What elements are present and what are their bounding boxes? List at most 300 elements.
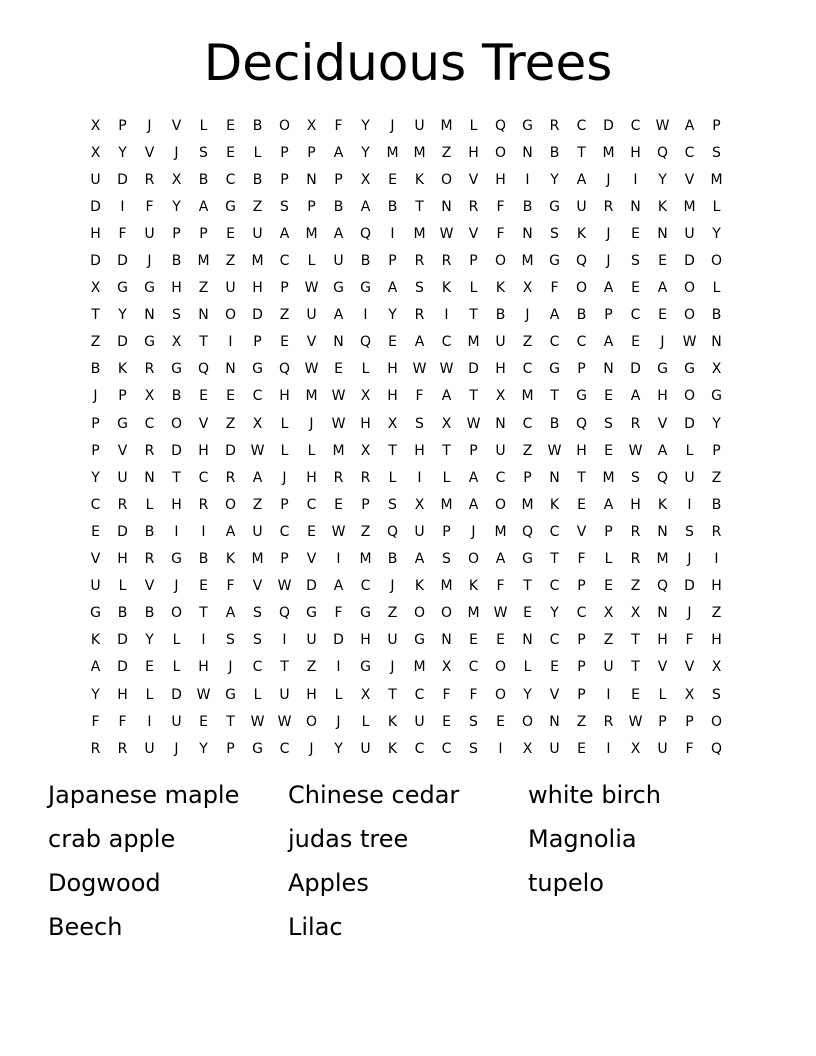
grid-letter: F — [118, 713, 127, 730]
grid-letter: B — [522, 198, 533, 215]
grid-letter: S — [226, 632, 235, 649]
grid-letter: W — [304, 361, 319, 378]
grid-letter: R — [198, 496, 209, 513]
grid-letter: P — [118, 388, 127, 405]
grid-letter: N — [657, 605, 668, 622]
grid-letter: A — [495, 551, 506, 568]
grid-letter: G — [711, 388, 722, 405]
grid-letter: U — [657, 740, 668, 757]
grid-letter: M — [386, 144, 399, 161]
grid-letter: C — [576, 334, 587, 351]
grid-letter: I — [120, 198, 125, 215]
grid-letter: D — [117, 659, 128, 676]
grid-letter: M — [332, 442, 345, 459]
grid-letter: U — [549, 740, 560, 757]
grid-letter: L — [712, 280, 721, 297]
grid-letter: U — [225, 280, 236, 297]
grid-letter: P — [280, 280, 289, 297]
grid-letter: Y — [712, 415, 721, 432]
grid-letter: V — [468, 225, 479, 242]
grid-letter: H — [711, 578, 722, 595]
grid-letter: U — [576, 198, 587, 215]
grid-letter: X — [441, 659, 452, 676]
grid-letter: R — [117, 740, 128, 757]
grid-letter: M — [251, 551, 264, 568]
grid-letter: L — [388, 469, 397, 486]
grid-letter: I — [633, 171, 638, 188]
grid-letter: W — [304, 280, 319, 297]
grid-letter: Q — [278, 361, 291, 378]
grid-letter: Z — [711, 605, 722, 622]
grid-letter: G — [522, 551, 533, 568]
grid-letter: I — [606, 740, 611, 757]
word-list-item: crab apple — [48, 825, 176, 853]
grid-letter: P — [388, 253, 397, 270]
grid-letter: G — [360, 605, 371, 622]
grid-letter: D — [468, 361, 479, 378]
grid-letter: D — [117, 632, 128, 649]
grid-letter: X — [171, 334, 182, 351]
grid-letter: T — [388, 442, 397, 459]
grid-letter: D — [117, 334, 128, 351]
grid-letter: J — [93, 388, 98, 405]
grid-letter: Z — [252, 496, 263, 513]
grid-letter: J — [687, 551, 692, 568]
grid-letter: Y — [118, 144, 127, 161]
grid-letter: Z — [225, 253, 236, 270]
grid-letter: R — [360, 469, 371, 486]
grid-letter: S — [550, 225, 559, 242]
grid-letter: S — [253, 605, 262, 622]
grid-letter: G — [171, 551, 182, 568]
grid-letter: Q — [494, 117, 507, 134]
grid-letter: F — [145, 198, 154, 215]
grid-letter: P — [577, 578, 586, 595]
grid-letter: W — [655, 117, 670, 134]
grid-letter: V — [657, 415, 668, 432]
grid-letter: K — [414, 171, 425, 188]
grid-letter: F — [685, 632, 694, 649]
grid-letter: X — [711, 659, 722, 676]
grid-letter: C — [549, 523, 560, 540]
grid-letter: P — [712, 442, 721, 459]
grid-letter: C — [279, 523, 290, 540]
grid-letter: H — [711, 632, 722, 649]
grid-letter: Q — [359, 225, 372, 242]
grid-letter: J — [390, 659, 395, 676]
grid-letter: W — [493, 605, 508, 622]
grid-letter: P — [280, 171, 289, 188]
grid-row — [82, 600, 730, 627]
grid-letter: I — [390, 225, 395, 242]
grid-letter: Y — [199, 740, 208, 757]
grid-letter: X — [90, 144, 101, 161]
grid-letter: E — [577, 740, 586, 757]
grid-letter: C — [414, 686, 425, 703]
grid-letter: H — [657, 632, 668, 649]
grid-letter: I — [714, 551, 719, 568]
grid-letter: A — [576, 171, 587, 188]
grid-letter: Y — [361, 117, 370, 134]
grid-letter: J — [660, 334, 665, 351]
grid-row — [82, 627, 730, 654]
grid-letter: R — [603, 713, 614, 730]
grid-letter: U — [495, 334, 506, 351]
grid-row — [82, 302, 730, 329]
grid-letter: G — [171, 361, 182, 378]
grid-letter: O — [170, 605, 183, 622]
grid-letter: O — [278, 117, 291, 134]
grid-letter: F — [496, 198, 505, 215]
grid-letter: I — [336, 659, 341, 676]
grid-letter: F — [442, 686, 451, 703]
grid-letter: N — [441, 632, 452, 649]
grid-letter: P — [577, 686, 586, 703]
grid-letter: H — [468, 144, 479, 161]
grid-letter: D — [252, 307, 263, 324]
grid-letter: J — [687, 605, 692, 622]
grid-letter: O — [575, 280, 588, 297]
grid-letter: G — [225, 198, 236, 215]
grid-letter: M — [467, 605, 480, 622]
grid-letter: X — [360, 442, 371, 459]
grid-letter: Y — [388, 307, 397, 324]
grid-letter: H — [495, 361, 506, 378]
grid-letter: J — [309, 740, 314, 757]
grid-row — [82, 112, 730, 139]
grid-letter: H — [657, 388, 668, 405]
grid-letter: A — [360, 198, 371, 215]
grid-letter: D — [684, 415, 695, 432]
grid-letter: R — [711, 523, 722, 540]
grid-letter: L — [253, 144, 262, 161]
grid-letter: U — [387, 632, 398, 649]
grid-letter: U — [252, 523, 263, 540]
grid-letter: E — [280, 334, 289, 351]
grid-letter: P — [442, 523, 451, 540]
grid-letter: C — [225, 171, 236, 188]
grid-letter: Y — [91, 469, 100, 486]
grid-letter: I — [606, 686, 611, 703]
grid-letter: M — [656, 551, 669, 568]
grid-letter: C — [252, 659, 263, 676]
word-list-item: Magnolia — [528, 825, 637, 853]
grid-letter: P — [253, 334, 262, 351]
grid-letter: A — [414, 334, 425, 351]
word-list-item: judas tree — [288, 825, 409, 853]
grid-letter: N — [522, 144, 533, 161]
grid-letter: D — [90, 253, 101, 270]
grid-letter: L — [307, 442, 316, 459]
grid-letter: P — [91, 415, 100, 432]
grid-letter: U — [90, 578, 101, 595]
grid-letter: I — [525, 171, 530, 188]
grid-letter: T — [523, 578, 532, 595]
grid-letter: O — [467, 551, 480, 568]
grid-letter: O — [440, 171, 453, 188]
grid-letter: E — [145, 659, 154, 676]
grid-letter: B — [333, 198, 344, 215]
grid-letter: D — [333, 632, 344, 649]
grid-letter: T — [442, 442, 451, 459]
grid-letter: W — [439, 361, 454, 378]
grid-letter: W — [547, 442, 562, 459]
grid-letter: B — [252, 171, 263, 188]
grid-letter: E — [91, 523, 100, 540]
grid-letter: W — [250, 442, 265, 459]
grid-letter: L — [253, 686, 262, 703]
grid-letter: C — [549, 334, 560, 351]
grid-letter: T — [280, 659, 289, 676]
grid-letter: E — [604, 388, 613, 405]
grid-letter: F — [685, 740, 694, 757]
grid-letter: G — [549, 198, 560, 215]
grid-letter: F — [469, 686, 478, 703]
grid-letter: H — [171, 496, 182, 513]
grid-letter: U — [306, 632, 317, 649]
grid-letter: M — [494, 523, 507, 540]
grid-letter: R — [117, 496, 128, 513]
grid-letter: O — [521, 713, 534, 730]
grid-letter: O — [710, 253, 723, 270]
grid-letter: Z — [225, 415, 236, 432]
grid-letter: A — [225, 523, 236, 540]
grid-letter: T — [631, 659, 640, 676]
grid-letter: P — [523, 469, 532, 486]
grid-letter: G — [549, 253, 560, 270]
grid-letter: A — [468, 496, 479, 513]
grid-letter: N — [441, 198, 452, 215]
grid-letter: X — [252, 415, 263, 432]
grid-letter: N — [144, 307, 155, 324]
grid-letter: E — [226, 225, 235, 242]
grid-letter: C — [684, 144, 695, 161]
grid-letter: K — [225, 551, 236, 568]
grid-letter: E — [577, 496, 586, 513]
grid-letter: F — [118, 225, 127, 242]
grid-letter: B — [549, 144, 560, 161]
grid-row — [82, 708, 730, 735]
grid-letter: T — [199, 605, 208, 622]
grid-letter: A — [333, 144, 344, 161]
grid-letter: P — [577, 632, 586, 649]
grid-letter: X — [360, 171, 371, 188]
grid-row — [82, 518, 730, 545]
grid-letter: J — [390, 578, 395, 595]
grid-letter: L — [658, 686, 667, 703]
grid-letter: R — [144, 361, 155, 378]
grid-letter: F — [226, 578, 235, 595]
grid-letter: K — [441, 280, 452, 297]
grid-letter: S — [442, 551, 451, 568]
grid-letter: Y — [91, 686, 100, 703]
grid-letter: U — [90, 171, 101, 188]
grid-letter: G — [333, 280, 344, 297]
grid-letter: W — [331, 415, 346, 432]
grid-letter: Q — [359, 334, 372, 351]
grid-letter: R — [144, 442, 155, 459]
grid-letter: A — [657, 442, 668, 459]
grid-letter: L — [145, 686, 154, 703]
grid-letter: G — [90, 605, 101, 622]
grid-letter: I — [174, 523, 179, 540]
grid-letter: M — [602, 469, 615, 486]
grid-letter: H — [630, 496, 641, 513]
grid-letter: O — [683, 280, 696, 297]
grid-letter: B — [360, 253, 371, 270]
grid-letter: K — [414, 578, 425, 595]
grid-letter: F — [577, 551, 586, 568]
grid-letter: C — [252, 388, 263, 405]
grid-letter: D — [603, 117, 614, 134]
grid-letter: U — [252, 225, 263, 242]
grid-letter: G — [225, 686, 236, 703]
grid-letter: V — [549, 686, 560, 703]
grid-letter: Q — [656, 578, 669, 595]
grid-letter: M — [197, 253, 210, 270]
grid-letter: M — [305, 388, 318, 405]
grid-letter: Y — [145, 632, 154, 649]
grid-letter: E — [307, 523, 316, 540]
grid-letter: G — [144, 334, 155, 351]
grid-letter: G — [360, 280, 371, 297]
grid-letter: A — [684, 117, 695, 134]
grid-letter: F — [496, 578, 505, 595]
grid-letter: H — [306, 469, 317, 486]
grid-letter: E — [631, 225, 640, 242]
grid-letter: U — [684, 469, 695, 486]
grid-letter: U — [144, 225, 155, 242]
grid-letter: U — [414, 117, 425, 134]
grid-letter: O — [224, 496, 237, 513]
grid-letter: H — [279, 388, 290, 405]
grid-letter: U — [171, 713, 182, 730]
grid-letter: N — [522, 632, 533, 649]
grid-letter: H — [360, 415, 371, 432]
grid-letter: G — [414, 632, 425, 649]
grid-letter: Z — [387, 605, 398, 622]
grid-letter: O — [494, 496, 507, 513]
grid-letter: A — [225, 605, 236, 622]
grid-letter: Z — [522, 442, 533, 459]
grid-letter: B — [252, 117, 263, 134]
grid-letter: L — [604, 551, 613, 568]
grid-letter: C — [549, 578, 560, 595]
grid-letter: P — [361, 496, 370, 513]
grid-letter: W — [331, 523, 346, 540]
grid-row — [82, 329, 730, 356]
grid-letter: V — [684, 659, 695, 676]
grid-letter: R — [630, 523, 641, 540]
grid-letter: P — [226, 740, 235, 757]
grid-letter: E — [604, 442, 613, 459]
grid-letter: B — [198, 551, 209, 568]
grid-letter: P — [685, 713, 694, 730]
grid-letter: L — [712, 198, 721, 215]
grid-letter: S — [631, 469, 640, 486]
word-list-item: Beech — [48, 913, 123, 941]
grid-letter: H — [576, 442, 587, 459]
grid-letter: D — [684, 578, 695, 595]
grid-letter: G — [576, 388, 587, 405]
grid-letter: P — [712, 117, 721, 134]
grid-letter: M — [683, 198, 696, 215]
grid-letter: F — [415, 388, 424, 405]
grid-letter: V — [144, 144, 155, 161]
grid-letter: L — [172, 659, 181, 676]
grid-letter: T — [172, 469, 181, 486]
grid-row — [82, 735, 730, 762]
grid-letter: A — [603, 496, 614, 513]
grid-letter: Q — [521, 523, 534, 540]
grid-letter: J — [282, 469, 287, 486]
grid-letter: R — [630, 551, 641, 568]
grid-row — [82, 464, 730, 491]
grid-letter: C — [522, 361, 533, 378]
grid-letter: M — [467, 334, 480, 351]
grid-letter: L — [307, 253, 316, 270]
grid-letter: B — [387, 551, 398, 568]
grid-letter: Y — [550, 171, 559, 188]
grid-letter: H — [306, 686, 317, 703]
grid-letter: M — [602, 144, 615, 161]
grid-letter: D — [225, 442, 236, 459]
grid-letter: D — [630, 361, 641, 378]
grid-letter: M — [359, 551, 372, 568]
grid-letter: K — [576, 225, 587, 242]
grid-letter: A — [630, 388, 641, 405]
grid-letter: X — [90, 117, 101, 134]
grid-letter: Z — [603, 632, 614, 649]
grid-letter: N — [711, 334, 722, 351]
grid-letter: P — [469, 442, 478, 459]
grid-letter: Z — [630, 578, 641, 595]
grid-letter: C — [522, 415, 533, 432]
grid-letter: N — [603, 361, 614, 378]
grid-letter: T — [550, 388, 559, 405]
grid-letter: Z — [90, 334, 101, 351]
grid-letter: S — [685, 523, 694, 540]
grid-letter: P — [334, 171, 343, 188]
grid-letter: A — [387, 280, 398, 297]
grid-letter: F — [334, 117, 343, 134]
grid-letter: N — [522, 225, 533, 242]
grid-letter: H — [387, 388, 398, 405]
grid-letter: M — [413, 225, 426, 242]
grid-letter: P — [307, 198, 316, 215]
grid-letter: N — [198, 307, 209, 324]
grid-letter: E — [334, 361, 343, 378]
grid-letter: J — [174, 578, 179, 595]
grid-letter: J — [525, 307, 530, 324]
grid-letter: H — [387, 361, 398, 378]
grid-letter: P — [658, 713, 667, 730]
grid-row — [82, 356, 730, 383]
grid-letter: V — [198, 415, 209, 432]
grid-letter: M — [305, 225, 318, 242]
grid-letter: U — [684, 225, 695, 242]
grid-letter: G — [117, 415, 128, 432]
grid-letter: Q — [278, 605, 291, 622]
grid-letter: X — [360, 388, 371, 405]
grid-letter: X — [522, 740, 533, 757]
grid-letter: P — [118, 117, 127, 134]
grid-letter: L — [280, 415, 289, 432]
grid-letter: A — [198, 198, 209, 215]
grid-letter: M — [521, 496, 534, 513]
grid-letter: V — [684, 171, 695, 188]
grid-letter: Z — [711, 469, 722, 486]
